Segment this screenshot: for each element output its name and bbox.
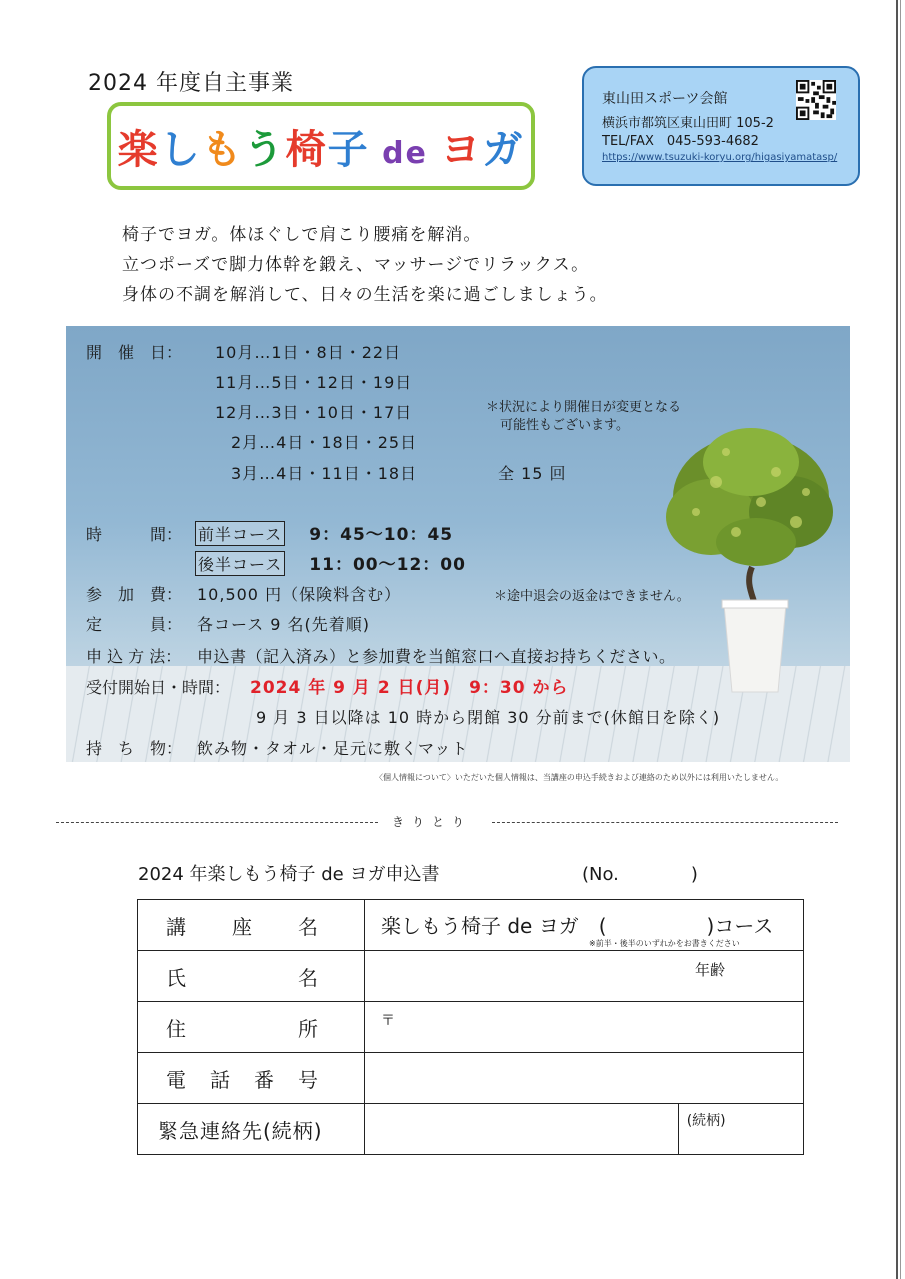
event-title-char: 椅 xyxy=(285,126,328,173)
emergency-contact-label: 緊急連絡先(続柄) xyxy=(138,1104,365,1155)
venue-address: 横浜市都筑区東山田町 105-2 xyxy=(602,116,774,131)
capacity-value: 各コース 9 名(先着順) xyxy=(197,615,371,634)
privacy-notice: 〈個人情報について〉いただいた個人情報は、当講座の申込手続きおよび連絡のため以外には利用いたしません。 xyxy=(375,773,784,782)
intro-line-1: 椅子でヨガ。体ほぐしで肩こり腰痛を解消。 xyxy=(122,225,482,245)
name-row xyxy=(138,951,804,1002)
application-form-title: 2024 年楽しもう椅子 de ヨガ申込書 xyxy=(138,864,440,885)
venue-info-box xyxy=(582,66,860,186)
intro-line-2: 立つポーズで脚力体幹を鍛え、マッサージでリラックス。 xyxy=(122,255,590,275)
course-name-field[interactable] xyxy=(365,900,804,951)
capacity-label: 定 員： xyxy=(86,615,183,634)
course-name-value: 楽しもう椅子 de ヨガ ( )コース xyxy=(381,914,774,938)
application-form-number: (No. ) xyxy=(582,864,698,885)
apply-method-label: 申 込 方 法： xyxy=(86,647,182,666)
name-label: 氏 名 xyxy=(138,951,365,1002)
program-category-label: 2024 年度自主事業 xyxy=(88,71,294,96)
intro-line-3: 身体の不調を解消して、日々の生活を楽に過ごしましょう。 xyxy=(122,285,608,305)
second-course-time: 11：00～12：00 xyxy=(309,555,466,575)
second-course-row xyxy=(195,550,466,576)
course-row xyxy=(138,900,804,951)
venue-url-link[interactable]: https://www.tsuzuki-koryu.org/higasiyamatasp/ xyxy=(602,152,838,163)
schedule-date-october: 10月…1日・8日・22日 xyxy=(215,343,402,362)
event-title-char: ヨ xyxy=(440,126,483,173)
address-field[interactable] xyxy=(365,1002,804,1053)
schedule-change-note-line1: ＊状況により開催日が変更となる xyxy=(486,400,682,415)
phone-field[interactable] xyxy=(365,1053,804,1104)
schedule-label: 開 催 日： xyxy=(86,343,183,362)
emergency-relation-field[interactable] xyxy=(678,1104,803,1155)
emergency-contact-field[interactable] xyxy=(365,1104,679,1155)
schedule-change-note-line2: 可能性もございます。 xyxy=(500,418,629,433)
emergency-row xyxy=(138,1104,804,1155)
reception-label: 受付開始日・時間： xyxy=(86,678,231,697)
course-choice-note: ※前半・後半のいずれかをお書きください xyxy=(589,939,740,948)
qr-code-icon[interactable] xyxy=(796,80,836,120)
address-label: 住 所 xyxy=(138,1002,365,1053)
reception-after-note: 9 月 3 日以降は 10 時から閉館 30 分前まで(休館日を除く) xyxy=(256,708,721,727)
address-row xyxy=(138,1002,804,1053)
application-form-table xyxy=(137,899,804,1155)
fee-label: 参 加 費： xyxy=(86,585,183,604)
event-title-char: 楽 xyxy=(117,126,160,173)
event-title-char: う xyxy=(243,126,286,173)
first-course-tag: 前半コース xyxy=(195,521,285,546)
venue-phone: TEL/FAX 045-593-4682 xyxy=(602,134,759,149)
total-sessions: 全 15 回 xyxy=(498,464,567,483)
scan-edge-line xyxy=(896,0,898,1279)
age-label: 年齢 xyxy=(695,961,726,979)
phone-row xyxy=(138,1053,804,1104)
schedule-date-december: 12月…3日・10日・17日 xyxy=(215,403,413,422)
name-field[interactable] xyxy=(365,951,804,1002)
time-label: 時 間： xyxy=(86,525,183,544)
postal-mark: 〒 xyxy=(381,1013,395,1029)
items-label: 持 ち 物： xyxy=(86,739,183,758)
event-title-char: も xyxy=(201,126,244,173)
potted-plant-image xyxy=(656,422,841,697)
scan-edge-line-secondary xyxy=(900,0,901,1279)
items-value: 飲み物・タオル・足元に敷くマット xyxy=(197,739,469,758)
schedule-date-november: 11月…5日・12日・19日 xyxy=(215,373,413,392)
venue-name: 東山田スポーツ会館 xyxy=(602,91,728,107)
first-course-time: 9：45～10：45 xyxy=(309,525,454,545)
schedule-date-february: 2月…4日・18日・25日 xyxy=(231,433,418,452)
cut-here-label: きりとり xyxy=(388,813,476,830)
fee-value: 10,500 円（保険料含む） xyxy=(197,585,402,604)
second-course-tag: 後半コース xyxy=(195,551,285,576)
event-title xyxy=(118,118,525,175)
event-title-char: ガ xyxy=(482,126,525,173)
phone-label: 電 話 番 号 xyxy=(138,1053,365,1104)
first-course-row xyxy=(195,520,453,546)
event-title-char: 子 xyxy=(327,126,370,173)
event-title-char: de xyxy=(369,135,441,171)
cut-line-left xyxy=(56,822,378,823)
relation-label: (続柄) xyxy=(686,1113,726,1129)
event-title-banner xyxy=(107,102,535,190)
course-name-label: 講 座 名 xyxy=(138,900,365,951)
event-title-char: し xyxy=(159,126,202,173)
fee-refund-note: ＊途中退会の返金はできません。 xyxy=(494,589,690,604)
reception-start-datetime: 2024 年 9 月 2 日(月) 9：30 から xyxy=(250,678,569,698)
apply-method-value: 申込書（記入済み）と参加費を当館窓口へ直接お持ちください。 xyxy=(197,647,676,666)
schedule-date-march: 3月…4日・11日・18日 xyxy=(231,464,418,483)
cut-line-right xyxy=(492,822,838,823)
